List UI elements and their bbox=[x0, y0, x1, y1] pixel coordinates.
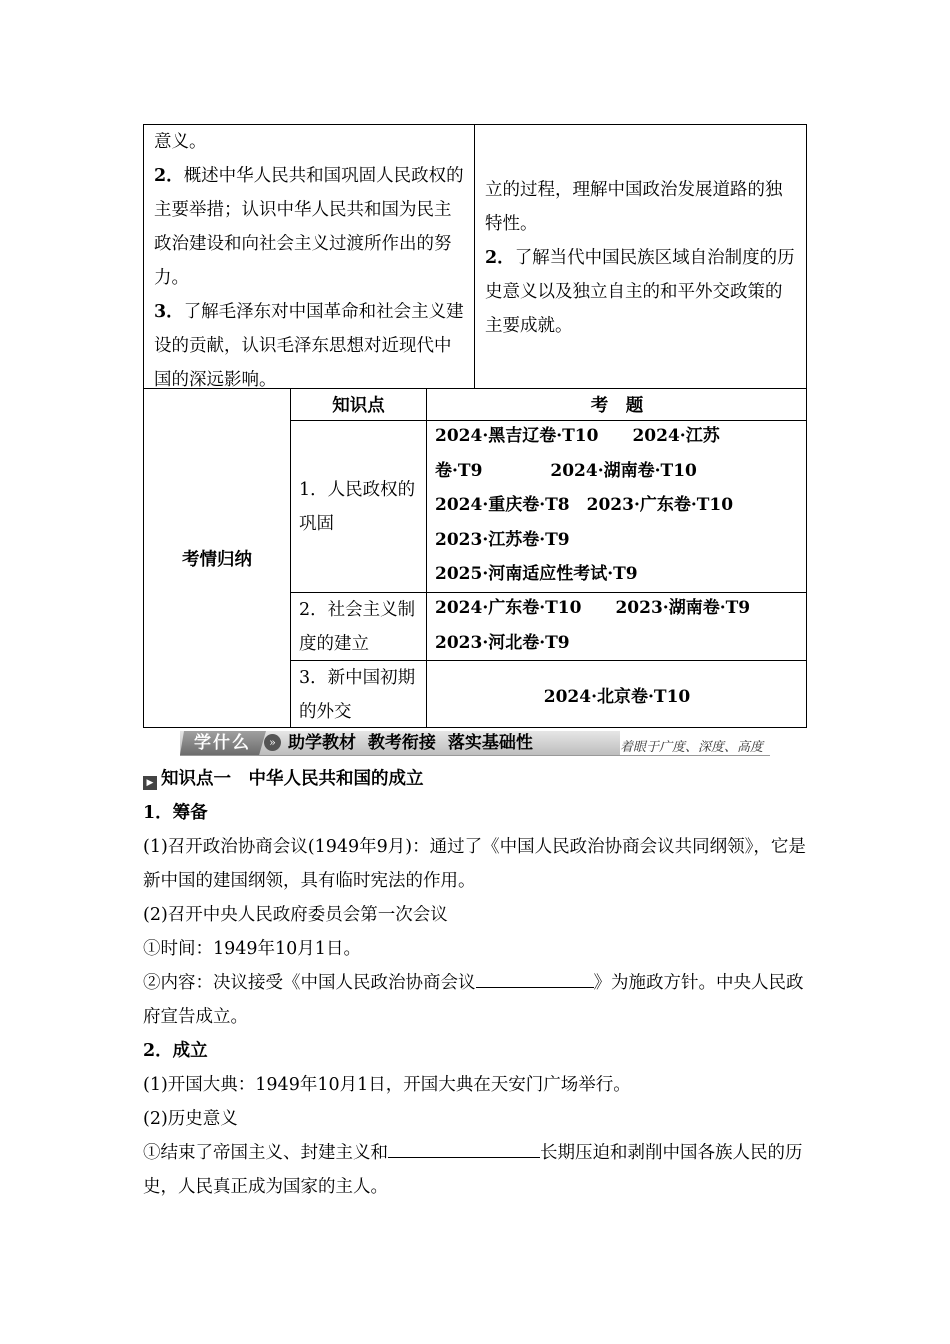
exam-list-cell: 2024·北京卷·T10 bbox=[543, 687, 691, 707]
heading-establishment: 2．成立 bbox=[143, 1041, 208, 1061]
double-arrow-icon: » bbox=[264, 734, 281, 751]
objectives-table bbox=[143, 124, 807, 389]
objective-text: 概述中华人民共和国巩固人民政权的主要举措；认识中华人民共和国为民主政治建设和向社会主义过渡所作出的努力。 bbox=[154, 166, 464, 288]
objectives-left-cell bbox=[144, 125, 475, 388]
objective-continuation: 立的过程，理解中国政治发展道路的独特性。 bbox=[485, 180, 783, 234]
knowledge-point-cell: 2．社会主义制度的建立 bbox=[299, 599, 416, 654]
paragraph-text: ①结束了帝国主义、封建主义和 bbox=[143, 1143, 388, 1163]
banner-learn-label: 学什么 bbox=[194, 733, 251, 753]
objective-number: 2． bbox=[485, 248, 515, 268]
banner-tags: 助学教材 教考衔接 落实基础性 bbox=[288, 733, 533, 753]
knowledge-point-cell: 1．人民政权的巩固 bbox=[299, 479, 416, 534]
paragraph: (1)召开政治协商会议(1949年9月)：通过了《中国人民政治协商会议共同纲领》，它是新中国的建国纲领，具有临时宪法的作用。 bbox=[143, 837, 806, 891]
objective-number: 3． bbox=[154, 302, 184, 322]
paragraph-with-blank bbox=[143, 1136, 807, 1204]
header-knowledge-point: 知识点 bbox=[332, 395, 385, 416]
heading-preparation: 1．筹备 bbox=[143, 803, 208, 823]
objectives-right-cell bbox=[475, 125, 806, 388]
objective-item bbox=[485, 241, 796, 343]
fill-blank[interactable] bbox=[476, 969, 594, 988]
paragraph-text: 长期压迫和剥削中国各族人民的历史，人民真正成为国家的主人。 bbox=[143, 1143, 803, 1197]
fill-blank[interactable] bbox=[388, 1139, 540, 1158]
objective-number: 2． bbox=[154, 166, 184, 186]
header-exam: 考 题 bbox=[590, 395, 644, 416]
banner-slogan: 着眼于广度、深度、高度 bbox=[620, 740, 764, 755]
objective-item bbox=[154, 295, 464, 397]
paragraph-text: ②内容：决议接受《中国人民政治协商会议 bbox=[143, 973, 476, 993]
objective-item bbox=[154, 159, 464, 295]
row-label: 考情归纳 bbox=[182, 549, 252, 570]
section-banner bbox=[180, 730, 770, 756]
exam-list-cell: 2024·黑吉辽卷·T10 2024·江苏 卷·T9 2024·湖南卷·T10 2024·重庆卷·T8 2023·广东卷·T10 2023·江苏卷·T9 2025·河南适应性考试·T9 bbox=[435, 426, 734, 584]
paragraph: ①时间：1949年10月1日。 bbox=[143, 939, 361, 959]
exam-summary-table bbox=[143, 388, 807, 728]
paragraph-text: 》为施政方针。中央人民政府宣告成立。 bbox=[143, 973, 804, 1027]
lesson-content bbox=[143, 762, 807, 1204]
objective-text: 了解毛泽东对中国革命和社会主义建设的贡献，认识毛泽东思想对近现代中国的深远影响。 bbox=[154, 302, 464, 390]
objective-continuation: 意义。 bbox=[154, 132, 207, 152]
paragraph: (2)召开中央人民政府委员会第一次会议 bbox=[143, 905, 448, 925]
exam-list-cell: 2024·广东卷·T10 2023·湖南卷·T9 2023·河北卷·T9 bbox=[435, 598, 751, 653]
paragraph-with-blank bbox=[143, 966, 807, 1034]
paragraph: (1)开国大典：1949年10月1日，开国大典在天安门广场举行。 bbox=[143, 1075, 631, 1095]
objective-text: 了解当代中国民族区域自治制度的历史意义以及独立自主的和平外交政策的主要成就。 bbox=[485, 248, 795, 336]
knowledge-point-cell: 3．新中国初期的外交 bbox=[299, 667, 416, 722]
play-marker-icon: ▶ bbox=[143, 776, 157, 790]
paragraph: (2)历史意义 bbox=[143, 1109, 238, 1129]
section-title bbox=[143, 762, 807, 796]
section-title-text: 知识点一 中华人民共和国的成立 bbox=[161, 769, 424, 789]
